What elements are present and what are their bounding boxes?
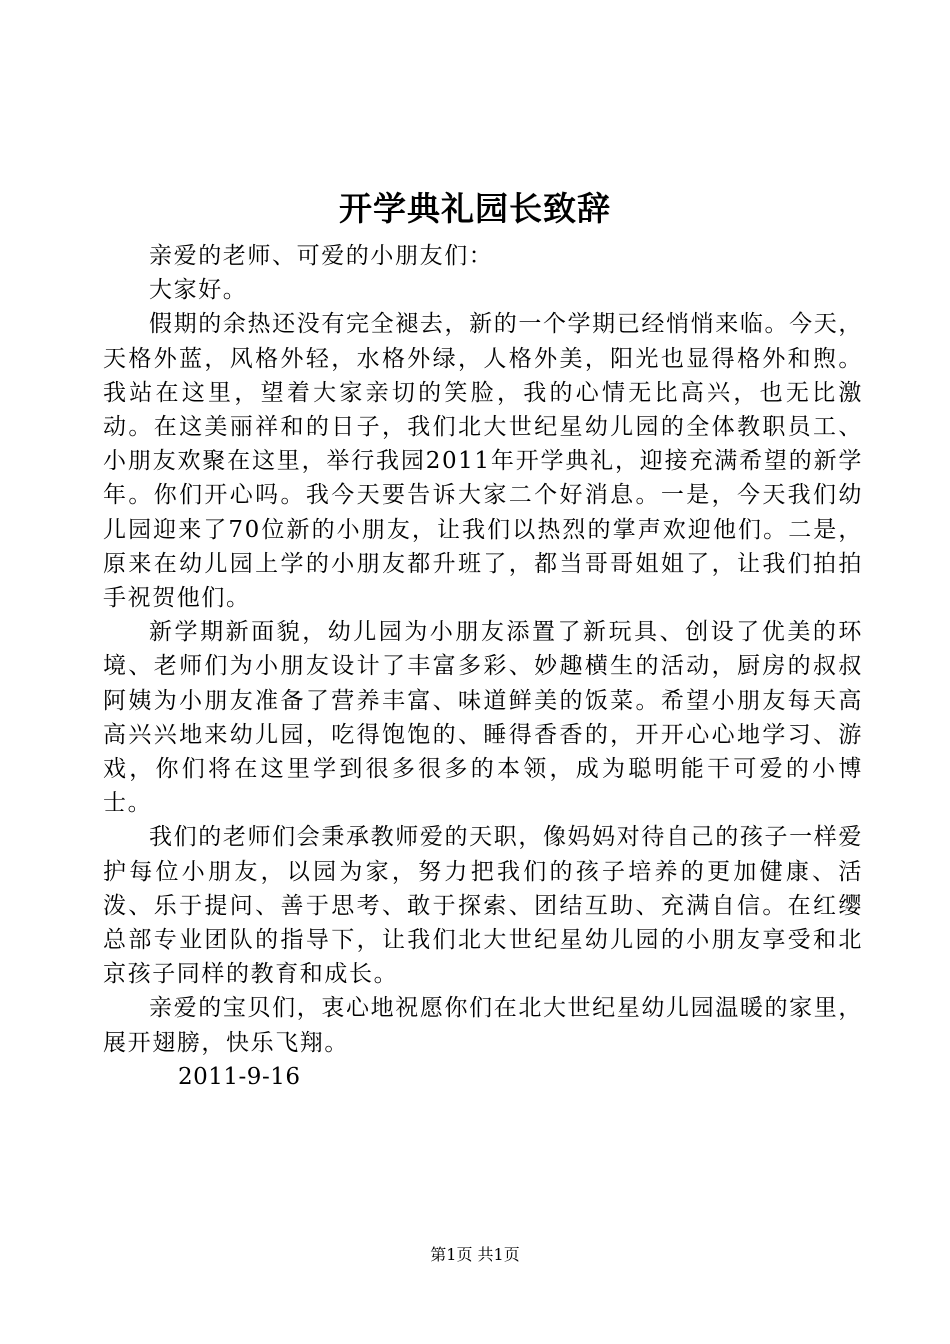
body-paragraph: 我们的老师们会秉承教师爱的天职，像妈妈对待自己的孩子一样爱护每位小朋友，以园为家，努力把我们的孩子培养的更加健康、活泼、乐于提问、善于思考、敢于探索、团结互助、充满自信。在红缨总部专业团队的指导下，让我们北大世纪星幼儿园的小朋友享受和北京孩子同样的教育和成长。 [103, 824, 863, 988]
page-footer: 第1页 共1页 [430, 1245, 520, 1264]
document-body [103, 239, 863, 1094]
document-date: 2011-9-16 [178, 1063, 301, 1090]
closing-paragraph: 亲爱的宝贝们，衷心地祝愿你们在北大世纪星幼儿园温暖的家里，展开翅膀，快乐飞翔。 [103, 995, 863, 1056]
body-paragraph: 新学期新面貌，幼儿园为小朋友添置了新玩具、创设了优美的环境、老师们为小朋友设计了丰富多彩、妙趣横生的活动，厨房的叔叔阿姨为小朋友准备了营养丰富、味道鲜美的饭菜。希望小朋友每天高高兴兴地来幼儿园，吃得饱饱的、睡得香香的，开开心心地学习、游戏，你们将在这里学到很多很多的本领，成为聪明能干可爱的小博士。 [103, 619, 863, 817]
body-paragraph: 假期的余热还没有完全褪去，新的一个学期已经悄悄来临。今天，天格外蓝，风格外轻，水格外绿，人格外美，阳光也显得格外和煦。我站在这里，望着大家亲切的笑脸，我的心情无比高兴，也无比激动。在这美丽祥和的日子，我们北大世纪星幼儿园的全体教职员工、小朋友欢聚在这里，举行我园2011年开学典礼，迎接充满希望的新学年。你们开心吗。我今天要告诉大家二个好消息。一是，今天我们幼儿园迎来了70位新的小朋友，让我们以热烈的掌声欢迎他们。二是，原来在幼儿园上学的小朋友都升班了，都当哥哥姐姐了，让我们拍拍手祝贺他们。 [103, 311, 863, 612]
page-title: 开学典礼园长致辞 [339, 189, 611, 228]
salutation-paragraph: 亲爱的老师、可爱的小朋友们： [149, 243, 494, 269]
greeting-paragraph: 大家好。 [149, 277, 248, 304]
